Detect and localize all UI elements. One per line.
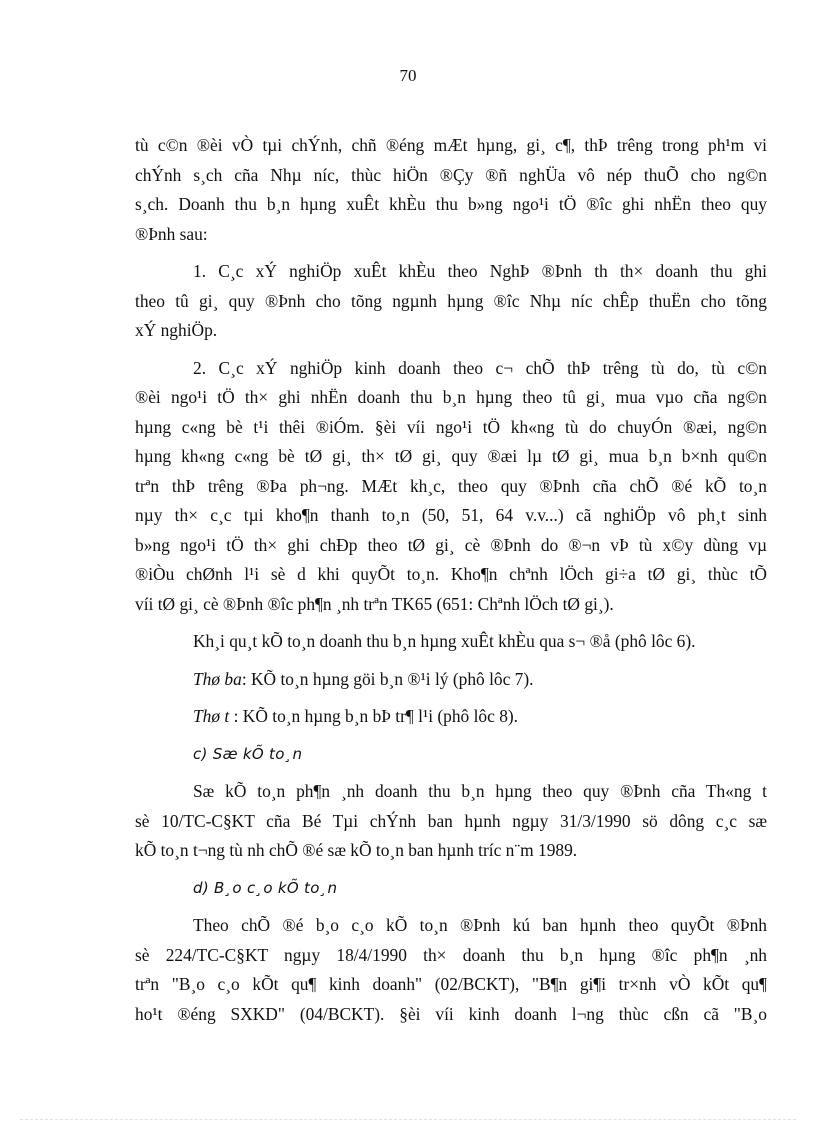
text-line: trªn "B¸o c¸o kÕt qu¶ kinh doanh" (02/BCKT), "B¶n gi¶i tr×nh vÒ kÕt qu¶ bbox=[135, 974, 767, 994]
line-khai-quat: Kh¸i qu¸t kÕ to¸n doanh thu b¸n hµng xuÊt khÈu qua s¬ ®å (phô lôc 6). bbox=[193, 631, 696, 651]
paragraph-doanh-thu-xuat-khau bbox=[135, 131, 767, 249]
label-thu-ba: Thø ba bbox=[193, 668, 242, 689]
page-number: 70 bbox=[399, 66, 417, 85]
paragraph-bao-cao bbox=[135, 911, 767, 1029]
text-line: hµng kh«ng c«ng bè tØ gi¸ th× tØ gi¸ quy ®æi lµ tØ gi¸ mua b¸n b×nh qu©n bbox=[135, 446, 767, 466]
text-line: ho¹t ®éng SXKD" (04/BCKT). §èi víi kinh doanh l¬ng thùc cßn cã "B¸o bbox=[135, 1003, 767, 1024]
text-line: ®èi ngo¹i tÖ th× ghi nhËn doanh thu b¸n hµng theo tû gi¸ mua vµo cña ng©n bbox=[135, 387, 767, 407]
text-line: kÕ to¸n t¬ng tù nh chÕ ®é sæ kÕ to¸n ban hµnh tríc n¨m 1989. bbox=[135, 840, 578, 860]
text-line: Theo chÕ ®é b¸o c¸o kÕ to¸n ®Þnh kú ban hµnh theo quyÕt ®Þnh bbox=[193, 915, 767, 935]
text-line: ®iÒu chØnh l¹i sè d khi quyÕt to¸n. Kho¶n chªnh lÖch gi÷a tØ gi¸ thùc tÕ bbox=[135, 564, 767, 584]
paragraph-item-1 bbox=[135, 257, 767, 346]
text-line: nµy th× c¸c tµi kho¶n thanh to¸n (50, 51, 64 v.v...) cã nghiÖp vô ph¸t sinh bbox=[135, 505, 767, 525]
section-heading-bao-cao: d) B¸o c¸o kÕ to¸n bbox=[193, 878, 338, 897]
text-line: s¸ch. Doanh thu b¸n hµng xuÊt khÈu thu b»ng ngo¹i tÖ ®îc ghi nhËn theo quy bbox=[135, 194, 767, 214]
paragraph-so-ke-toan bbox=[135, 777, 767, 866]
text-line: chÝnh s¸ch cña Nhµ níc, thùc hiÖn ®Çy ®ñ nghÜa vô nép thuÕ cho ng©n bbox=[135, 164, 767, 185]
line-thu-ba bbox=[135, 665, 767, 695]
paragraph-item-2 bbox=[135, 354, 767, 620]
text-line: sè 10/TC-C§KT cña Bé Tµi chÝnh ban hµnh ngµy 31/3/1990 sö dông c¸c sæ bbox=[135, 810, 767, 831]
text-line: hµng c«ng bè t¹i thêi ®iÓm. §èi víi ngo¹i tÖ kh«ng tù do chuyÓn ®æi, ng©n bbox=[135, 416, 767, 437]
text-line: Sæ kÕ to¸n ph¶n ¸nh doanh thu b¸n hµng theo quy ®Þnh cña Th«ng t bbox=[193, 781, 767, 801]
text-line: xÝ nghiÖp. bbox=[135, 320, 218, 340]
section-heading-so-ke-toan: c) Sæ kÕ to¸n bbox=[193, 744, 303, 763]
page-bottom-divider bbox=[20, 1119, 796, 1120]
text-line: sè 224/TC-C§KT ngµy 18/4/1990 th× doanh thu b¸n hµng ®îc ph¶n ¸nh bbox=[135, 944, 767, 965]
text-line: 2. C¸c xÝ nghiÖp kinh doanh theo c¬ chÕ thÞ trêng tù do, tù c©n bbox=[193, 357, 767, 378]
document-body bbox=[135, 131, 767, 1037]
text-line: b»ng ngo¹i tÖ th× ghi chÐp theo tØ gi¸ cè ®Þnh do ®¬n vÞ tù x©y dùng vµ bbox=[135, 534, 767, 555]
text-line: víi tØ gi¸ cè ®Þnh ®îc ph¶n ¸nh trªn TK65 (651: Chªnh lÖch tØ gi¸). bbox=[135, 593, 614, 614]
text-thu-tu: : KÕ to¸n hµng b¸n bÞ tr¶ l¹i (phô lôc 8). bbox=[229, 706, 519, 726]
text-line: ®Þnh sau: bbox=[135, 223, 208, 244]
text-thu-ba: : KÕ to¸n hµng göi b¸n ®¹i lý (phô lôc 7). bbox=[241, 668, 534, 689]
text-line: 1. C¸c xÝ nghiÖp xuÊt khÈu theo NghÞ ®Þnh th th× doanh thu ghi bbox=[193, 261, 767, 281]
line-thu-tu bbox=[135, 702, 767, 732]
text-line: tù c©n ®èi vÒ tµi chÝnh, chñ ®éng mÆt hµng, gi¸ c¶, thÞ trêng trong ph¹m vi bbox=[135, 135, 767, 155]
text-line: trªn thÞ trêng ®Þa ph¬ng. MÆt kh¸c, theo quy ®Þnh cña chÕ ®é kÕ to¸n bbox=[135, 475, 767, 496]
label-thu-tu: Thø t bbox=[193, 706, 230, 726]
text-line: theo tû gi¸ quy ®Þnh cho tõng ngµnh hµng ®îc Nhµ níc chÊp thuËn cho tõng bbox=[135, 290, 767, 311]
